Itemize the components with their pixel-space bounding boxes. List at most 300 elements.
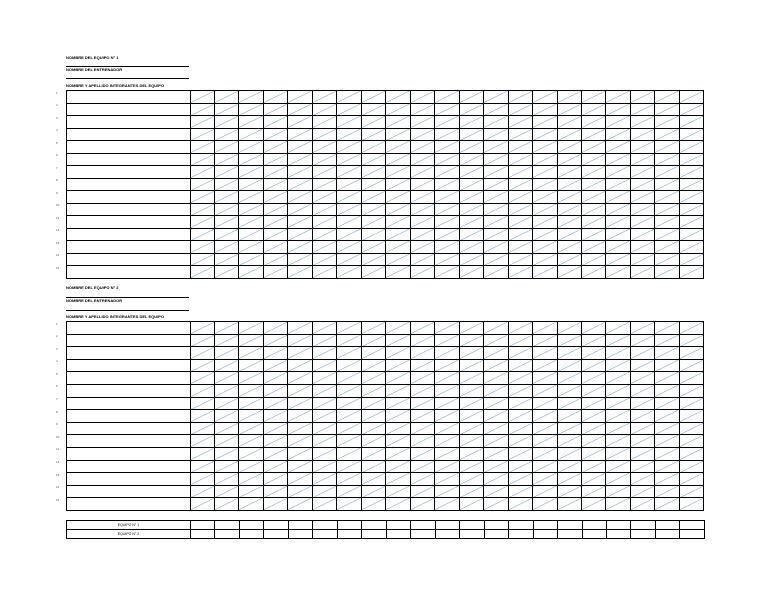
score-cell[interactable]: [484, 203, 508, 216]
score-cell[interactable]: [312, 460, 336, 473]
score-cell[interactable]: [557, 334, 581, 347]
score-cell[interactable]: [410, 178, 434, 191]
score-cell[interactable]: [557, 153, 581, 166]
score-cell[interactable]: [655, 359, 679, 372]
score-cell[interactable]: [361, 372, 385, 385]
score-cell[interactable]: [557, 241, 581, 254]
score-cell[interactable]: [435, 116, 459, 129]
score-cell[interactable]: [190, 253, 214, 266]
score-cell[interactable]: [263, 322, 287, 335]
score-cell[interactable]: [459, 166, 483, 179]
summary-score-cell[interactable]: [631, 521, 655, 530]
score-cell[interactable]: [508, 397, 532, 410]
score-cell[interactable]: [459, 266, 483, 279]
score-cell[interactable]: [484, 410, 508, 423]
score-cell[interactable]: [630, 410, 654, 423]
score-cell[interactable]: [484, 347, 508, 360]
score-cell[interactable]: [557, 435, 581, 448]
score-cell[interactable]: [263, 473, 287, 486]
score-cell[interactable]: [484, 397, 508, 410]
score-cell[interactable]: [410, 203, 434, 216]
score-cell[interactable]: [263, 128, 287, 141]
score-cell[interactable]: [679, 485, 703, 498]
score-cell[interactable]: [679, 128, 703, 141]
score-cell[interactable]: [190, 166, 214, 179]
score-cell[interactable]: [386, 91, 410, 104]
score-cell[interactable]: [630, 359, 654, 372]
score-cell[interactable]: [533, 334, 557, 347]
score-cell[interactable]: [459, 228, 483, 241]
score-cell[interactable]: [361, 103, 385, 116]
score-cell[interactable]: [459, 485, 483, 498]
score-cell[interactable]: [484, 266, 508, 279]
score-cell[interactable]: [435, 460, 459, 473]
score-cell[interactable]: [679, 384, 703, 397]
score-cell[interactable]: [655, 498, 679, 511]
score-cell[interactable]: [214, 228, 238, 241]
score-cell[interactable]: [312, 153, 336, 166]
score-cell[interactable]: [435, 397, 459, 410]
score-cell[interactable]: [679, 116, 703, 129]
score-cell[interactable]: [655, 447, 679, 460]
score-cell[interactable]: [557, 322, 581, 335]
score-cell[interactable]: [288, 141, 312, 154]
score-cell[interactable]: [214, 435, 238, 448]
score-cell[interactable]: [679, 91, 703, 104]
score-cell[interactable]: [435, 128, 459, 141]
member-name-cell[interactable]: [66, 384, 190, 397]
score-cell[interactable]: [533, 178, 557, 191]
score-cell[interactable]: [679, 253, 703, 266]
score-cell[interactable]: [557, 347, 581, 360]
score-cell[interactable]: [459, 203, 483, 216]
score-cell[interactable]: [459, 435, 483, 448]
score-cell[interactable]: [533, 191, 557, 204]
score-cell[interactable]: [190, 473, 214, 486]
score-cell[interactable]: [582, 241, 606, 254]
score-cell[interactable]: [655, 116, 679, 129]
score-cell[interactable]: [533, 91, 557, 104]
score-cell[interactable]: [557, 253, 581, 266]
score-cell[interactable]: [190, 447, 214, 460]
score-cell[interactable]: [630, 128, 654, 141]
score-cell[interactable]: [679, 447, 703, 460]
score-cell[interactable]: [386, 216, 410, 229]
score-cell[interactable]: [582, 253, 606, 266]
score-cell[interactable]: [410, 447, 434, 460]
score-cell[interactable]: [214, 203, 238, 216]
score-cell[interactable]: [557, 397, 581, 410]
score-cell[interactable]: [337, 334, 361, 347]
score-cell[interactable]: [337, 191, 361, 204]
score-cell[interactable]: [582, 103, 606, 116]
score-cell[interactable]: [435, 203, 459, 216]
score-cell[interactable]: [606, 447, 630, 460]
score-cell[interactable]: [606, 178, 630, 191]
member-name-cell[interactable]: [66, 253, 190, 266]
score-cell[interactable]: [508, 334, 532, 347]
score-cell[interactable]: [484, 241, 508, 254]
score-cell[interactable]: [630, 460, 654, 473]
score-cell[interactable]: [484, 178, 508, 191]
member-name-cell[interactable]: [66, 216, 190, 229]
score-cell[interactable]: [582, 347, 606, 360]
score-cell[interactable]: [386, 322, 410, 335]
score-cell[interactable]: [630, 116, 654, 129]
summary-score-cell[interactable]: [264, 521, 288, 530]
score-cell[interactable]: [386, 397, 410, 410]
score-cell[interactable]: [361, 498, 385, 511]
score-cell[interactable]: [288, 166, 312, 179]
score-cell[interactable]: [679, 191, 703, 204]
score-cell[interactable]: [288, 266, 312, 279]
score-cell[interactable]: [459, 334, 483, 347]
score-cell[interactable]: [288, 485, 312, 498]
score-cell[interactable]: [533, 153, 557, 166]
summary-score-cell[interactable]: [435, 521, 459, 530]
score-cell[interactable]: [679, 372, 703, 385]
score-cell[interactable]: [288, 447, 312, 460]
score-cell[interactable]: [361, 153, 385, 166]
score-cell[interactable]: [312, 372, 336, 385]
score-cell[interactable]: [312, 103, 336, 116]
member-name-cell[interactable]: [66, 498, 190, 511]
score-cell[interactable]: [337, 422, 361, 435]
score-cell[interactable]: [459, 241, 483, 254]
score-cell[interactable]: [410, 498, 434, 511]
score-cell[interactable]: [214, 485, 238, 498]
member-name-cell[interactable]: [66, 347, 190, 360]
score-cell[interactable]: [533, 203, 557, 216]
score-cell[interactable]: [386, 460, 410, 473]
score-cell[interactable]: [312, 473, 336, 486]
score-cell[interactable]: [606, 191, 630, 204]
score-cell[interactable]: [410, 91, 434, 104]
score-cell[interactable]: [337, 359, 361, 372]
score-cell[interactable]: [630, 216, 654, 229]
score-cell[interactable]: [484, 473, 508, 486]
score-cell[interactable]: [410, 266, 434, 279]
score-cell[interactable]: [435, 410, 459, 423]
score-cell[interactable]: [582, 322, 606, 335]
score-cell[interactable]: [606, 397, 630, 410]
score-cell[interactable]: [655, 422, 679, 435]
score-cell[interactable]: [239, 435, 263, 448]
score-cell[interactable]: [288, 116, 312, 129]
score-cell[interactable]: [533, 166, 557, 179]
score-cell[interactable]: [386, 191, 410, 204]
score-cell[interactable]: [361, 460, 385, 473]
score-cell[interactable]: [459, 422, 483, 435]
score-cell[interactable]: [606, 266, 630, 279]
score-cell[interactable]: [459, 384, 483, 397]
score-cell[interactable]: [533, 141, 557, 154]
score-cell[interactable]: [214, 128, 238, 141]
score-cell[interactable]: [190, 116, 214, 129]
score-cell[interactable]: [190, 397, 214, 410]
score-cell[interactable]: [263, 141, 287, 154]
score-cell[interactable]: [410, 485, 434, 498]
score-cell[interactable]: [557, 359, 581, 372]
score-cell[interactable]: [582, 460, 606, 473]
score-cell[interactable]: [508, 435, 532, 448]
score-cell[interactable]: [582, 128, 606, 141]
score-cell[interactable]: [312, 216, 336, 229]
score-cell[interactable]: [435, 347, 459, 360]
member-name-cell[interactable]: [66, 228, 190, 241]
score-cell[interactable]: [361, 435, 385, 448]
score-cell[interactable]: [606, 91, 630, 104]
score-cell[interactable]: [263, 228, 287, 241]
score-cell[interactable]: [337, 91, 361, 104]
score-cell[interactable]: [386, 422, 410, 435]
score-cell[interactable]: [435, 178, 459, 191]
score-cell[interactable]: [435, 266, 459, 279]
score-cell[interactable]: [337, 203, 361, 216]
score-cell[interactable]: [606, 460, 630, 473]
score-cell[interactable]: [263, 460, 287, 473]
score-cell[interactable]: [337, 460, 361, 473]
score-cell[interactable]: [630, 266, 654, 279]
summary-score-cell[interactable]: [411, 530, 435, 539]
score-cell[interactable]: [655, 347, 679, 360]
score-cell[interactable]: [239, 141, 263, 154]
score-cell[interactable]: [582, 153, 606, 166]
score-cell[interactable]: [484, 141, 508, 154]
score-cell[interactable]: [533, 103, 557, 116]
score-cell[interactable]: [533, 322, 557, 335]
score-cell[interactable]: [288, 460, 312, 473]
score-cell[interactable]: [606, 241, 630, 254]
score-cell[interactable]: [337, 384, 361, 397]
score-cell[interactable]: [655, 253, 679, 266]
score-cell[interactable]: [263, 372, 287, 385]
score-cell[interactable]: [484, 359, 508, 372]
score-cell[interactable]: [263, 103, 287, 116]
score-cell[interactable]: [459, 347, 483, 360]
score-cell[interactable]: [239, 153, 263, 166]
score-cell[interactable]: [312, 178, 336, 191]
score-cell[interactable]: [508, 347, 532, 360]
score-cell[interactable]: [679, 473, 703, 486]
score-cell[interactable]: [214, 216, 238, 229]
score-cell[interactable]: [214, 153, 238, 166]
score-cell[interactable]: [557, 141, 581, 154]
score-cell[interactable]: [239, 410, 263, 423]
score-cell[interactable]: [410, 191, 434, 204]
score-cell[interactable]: [655, 203, 679, 216]
score-cell[interactable]: [508, 116, 532, 129]
score-cell[interactable]: [606, 166, 630, 179]
score-cell[interactable]: [337, 498, 361, 511]
score-cell[interactable]: [312, 241, 336, 254]
score-cell[interactable]: [508, 216, 532, 229]
score-cell[interactable]: [533, 216, 557, 229]
score-cell[interactable]: [386, 359, 410, 372]
score-cell[interactable]: [263, 216, 287, 229]
summary-score-cell[interactable]: [558, 521, 582, 530]
score-cell[interactable]: [263, 253, 287, 266]
score-cell[interactable]: [582, 384, 606, 397]
score-cell[interactable]: [361, 203, 385, 216]
score-cell[interactable]: [337, 141, 361, 154]
score-cell[interactable]: [386, 447, 410, 460]
score-cell[interactable]: [557, 473, 581, 486]
score-cell[interactable]: [239, 178, 263, 191]
score-cell[interactable]: [630, 203, 654, 216]
score-cell[interactable]: [655, 216, 679, 229]
score-cell[interactable]: [459, 359, 483, 372]
summary-score-cell[interactable]: [533, 530, 557, 539]
score-cell[interactable]: [386, 384, 410, 397]
score-cell[interactable]: [214, 460, 238, 473]
summary-score-cell[interactable]: [411, 521, 435, 530]
score-cell[interactable]: [190, 334, 214, 347]
score-cell[interactable]: [484, 116, 508, 129]
score-cell[interactable]: [533, 116, 557, 129]
score-cell[interactable]: [606, 128, 630, 141]
score-cell[interactable]: [337, 228, 361, 241]
score-cell[interactable]: [435, 253, 459, 266]
score-cell[interactable]: [679, 241, 703, 254]
score-cell[interactable]: [484, 460, 508, 473]
score-cell[interactable]: [582, 447, 606, 460]
score-cell[interactable]: [263, 153, 287, 166]
score-cell[interactable]: [263, 384, 287, 397]
score-cell[interactable]: [508, 103, 532, 116]
score-cell[interactable]: [190, 228, 214, 241]
score-cell[interactable]: [484, 191, 508, 204]
score-cell[interactable]: [190, 103, 214, 116]
score-cell[interactable]: [410, 322, 434, 335]
score-cell[interactable]: [508, 485, 532, 498]
score-cell[interactable]: [263, 422, 287, 435]
score-cell[interactable]: [655, 334, 679, 347]
summary-score-cell[interactable]: [337, 530, 361, 539]
score-cell[interactable]: [386, 266, 410, 279]
score-cell[interactable]: [263, 447, 287, 460]
score-cell[interactable]: [557, 203, 581, 216]
summary-score-cell[interactable]: [606, 530, 630, 539]
summary-score-cell[interactable]: [362, 521, 386, 530]
score-cell[interactable]: [214, 410, 238, 423]
score-cell[interactable]: [214, 473, 238, 486]
score-cell[interactable]: [386, 347, 410, 360]
score-cell[interactable]: [533, 384, 557, 397]
score-cell[interactable]: [410, 228, 434, 241]
score-cell[interactable]: [410, 241, 434, 254]
score-cell[interactable]: [533, 372, 557, 385]
member-name-cell[interactable]: [66, 116, 190, 129]
score-cell[interactable]: [337, 322, 361, 335]
score-cell[interactable]: [410, 166, 434, 179]
score-cell[interactable]: [239, 447, 263, 460]
score-cell[interactable]: [386, 178, 410, 191]
score-cell[interactable]: [239, 322, 263, 335]
score-cell[interactable]: [533, 422, 557, 435]
score-cell[interactable]: [484, 216, 508, 229]
score-cell[interactable]: [655, 266, 679, 279]
score-cell[interactable]: [361, 410, 385, 423]
score-cell[interactable]: [459, 498, 483, 511]
score-cell[interactable]: [533, 485, 557, 498]
score-cell[interactable]: [214, 334, 238, 347]
score-cell[interactable]: [288, 228, 312, 241]
score-cell[interactable]: [263, 191, 287, 204]
member-name-cell[interactable]: [66, 397, 190, 410]
score-cell[interactable]: [435, 241, 459, 254]
score-cell[interactable]: [508, 384, 532, 397]
score-cell[interactable]: [337, 372, 361, 385]
score-cell[interactable]: [582, 435, 606, 448]
score-cell[interactable]: [557, 228, 581, 241]
score-cell[interactable]: [288, 241, 312, 254]
score-cell[interactable]: [288, 103, 312, 116]
score-cell[interactable]: [557, 128, 581, 141]
member-name-cell[interactable]: [66, 322, 190, 335]
score-cell[interactable]: [288, 322, 312, 335]
score-cell[interactable]: [655, 141, 679, 154]
score-cell[interactable]: [508, 266, 532, 279]
team1-trainer-field[interactable]: [66, 78, 189, 79]
score-cell[interactable]: [435, 322, 459, 335]
score-cell[interactable]: [214, 166, 238, 179]
score-cell[interactable]: [239, 266, 263, 279]
score-cell[interactable]: [484, 253, 508, 266]
score-cell[interactable]: [288, 410, 312, 423]
score-cell[interactable]: [582, 216, 606, 229]
score-cell[interactable]: [484, 91, 508, 104]
score-cell[interactable]: [239, 372, 263, 385]
score-cell[interactable]: [582, 91, 606, 104]
summary-score-cell[interactable]: [191, 521, 215, 530]
summary-score-cell[interactable]: [313, 530, 337, 539]
member-name-cell[interactable]: [66, 485, 190, 498]
score-cell[interactable]: [190, 178, 214, 191]
summary-score-cell[interactable]: [239, 521, 263, 530]
score-cell[interactable]: [557, 372, 581, 385]
score-cell[interactable]: [606, 228, 630, 241]
score-cell[interactable]: [239, 166, 263, 179]
score-cell[interactable]: [606, 347, 630, 360]
score-cell[interactable]: [484, 128, 508, 141]
score-cell[interactable]: [630, 103, 654, 116]
score-cell[interactable]: [484, 153, 508, 166]
score-cell[interactable]: [386, 498, 410, 511]
score-cell[interactable]: [288, 128, 312, 141]
summary-score-cell[interactable]: [386, 521, 410, 530]
score-cell[interactable]: [484, 322, 508, 335]
score-cell[interactable]: [361, 359, 385, 372]
score-cell[interactable]: [214, 347, 238, 360]
score-cell[interactable]: [484, 485, 508, 498]
score-cell[interactable]: [435, 216, 459, 229]
score-cell[interactable]: [557, 166, 581, 179]
score-cell[interactable]: [435, 485, 459, 498]
score-cell[interactable]: [239, 128, 263, 141]
score-cell[interactable]: [239, 116, 263, 129]
score-cell[interactable]: [533, 359, 557, 372]
score-cell[interactable]: [239, 191, 263, 204]
member-name-cell[interactable]: [66, 128, 190, 141]
score-cell[interactable]: [239, 359, 263, 372]
score-cell[interactable]: [435, 422, 459, 435]
member-name-cell[interactable]: [66, 166, 190, 179]
score-cell[interactable]: [606, 103, 630, 116]
summary-score-cell[interactable]: [680, 521, 704, 530]
score-cell[interactable]: [582, 410, 606, 423]
score-cell[interactable]: [508, 153, 532, 166]
